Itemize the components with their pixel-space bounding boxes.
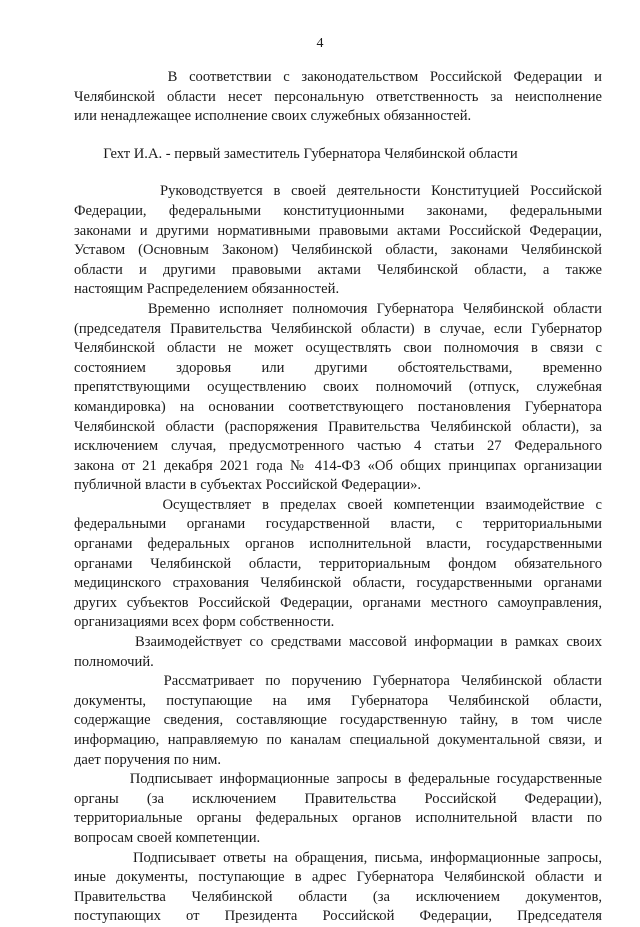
text-line: организациями всех форм собственности. — [74, 614, 335, 631]
text-line: Федерации, федеральными конституционными законами, федеральными — [74, 202, 602, 219]
text-line: других субъектов Российской Федерации, органами местного самоуправления, — [74, 594, 602, 611]
page-number: 4 — [316, 36, 324, 51]
paragraph-temporary-duties — [74, 300, 602, 496]
text-line: медицинского страхования Челябинской области, государственными органами — [74, 575, 602, 592]
paragraph-media — [74, 633, 602, 672]
text-line: командировка) на основании соответствующего постановления Губернатора — [74, 398, 602, 415]
text-line: Подписывает ответы на обращения, письма, информационные запросы, — [74, 849, 602, 866]
text-line: Осуществляет в пределах своей компетенции взаимодействие с — [74, 496, 602, 513]
text-line: настоящим Распределением обязанностей. — [74, 281, 340, 298]
text-line: или ненадлежащее исполнение своих служебных обязанностей. — [74, 108, 472, 125]
text-line: публичной власти в субъектах Российской Федерации». — [74, 477, 422, 494]
text-line: Уставом (Основным Законом) Челябинской области, законами Челябинской — [74, 242, 602, 259]
text-line: Челябинской области несет персональную ответственность за неисполнение — [74, 88, 602, 105]
text-line: Взаимодействует со средствами массовой информации в рамках своих — [74, 634, 602, 651]
text-line: Рассматривает по поручению Губернатора Челябинской области — [74, 673, 602, 690]
text-line: В соответствии с законодательством Российской Федерации и — [74, 69, 602, 85]
text-line: Подписывает информационные запросы в федеральные государственные — [74, 771, 602, 788]
paragraph-responsibility — [74, 68, 602, 127]
heading-line: Гехт И.А. - первый заместитель Губернатора Челябинской области — [74, 145, 518, 162]
text-line: органами Челябинской области, территориальным фондом обязательного — [74, 555, 602, 572]
paragraph-interaction — [74, 496, 602, 633]
text-line: Руководствуется в своей деятельности Конституцией Российской — [74, 183, 602, 200]
text-line: Правительства Челябинской области (за исключением документов, — [74, 888, 602, 905]
text-line: органами федеральных органов исполнительной власти, государственными — [74, 536, 602, 553]
paragraph-guided-by — [74, 182, 602, 300]
document-body — [74, 68, 602, 927]
text-line: полномочий. — [74, 653, 154, 670]
text-line: Челябинской области (распоряжения Правительства Челябинской области), за — [74, 418, 602, 435]
paragraph-info-requests — [74, 770, 602, 848]
text-line: области и другими правовыми актами Челябинской области, а также — [74, 261, 602, 278]
section-heading — [74, 145, 602, 165]
text-line: Временно исполняет полномочия Губернатора Челябинской области — [74, 300, 602, 317]
text-line: препятствующими осуществлению своих полномочий (отпуск, служебная — [74, 379, 602, 396]
text-line: документы, поступающие на имя Губернатора Челябинской области, — [74, 692, 602, 709]
text-line: исключением случая, предусмотренного частью 4 статьи 27 Федерального — [74, 438, 602, 455]
text-line: закона от 21 декабря 2021 года № 414-ФЗ «Об общих принципах организации — [74, 457, 602, 474]
text-line: информацию, направляемую по каналам специальной документальной связи, и — [74, 732, 602, 748]
paragraph-secret-documents — [74, 672, 602, 770]
text-line: органы (за исключением Правительства Российской Федерации), — [74, 790, 602, 807]
text-line: федеральными органами государственной власти, с территориальными — [74, 516, 602, 533]
text-line: Челябинской области не может осуществлять свои полномочия в связи с — [74, 340, 602, 357]
text-line: дает поручения по ним. — [74, 751, 221, 768]
text-line: поступающих от Президента Российской Федерации, Председателя — [74, 908, 602, 925]
text-line: содержащие сведения, составляющие государственную тайну, в том числе — [74, 712, 602, 729]
text-line: (председателя Правительства Челябинской области) в случае, если Губернатор — [74, 320, 602, 337]
text-line: территориальные органы федеральных органов исполнительной власти по — [74, 810, 602, 827]
paragraph-signs-answers — [74, 849, 602, 927]
text-line: вопросам своей компетенции. — [74, 829, 261, 846]
text-line: законами и другими нормативными правовыми актами Российской Федерации, — [74, 222, 602, 239]
text-line: состоянием здоровья или другими обстоятельствами, временно — [74, 359, 602, 376]
text-line: иные документы, поступающие в адрес Губернатора Челябинской области и — [74, 869, 602, 886]
